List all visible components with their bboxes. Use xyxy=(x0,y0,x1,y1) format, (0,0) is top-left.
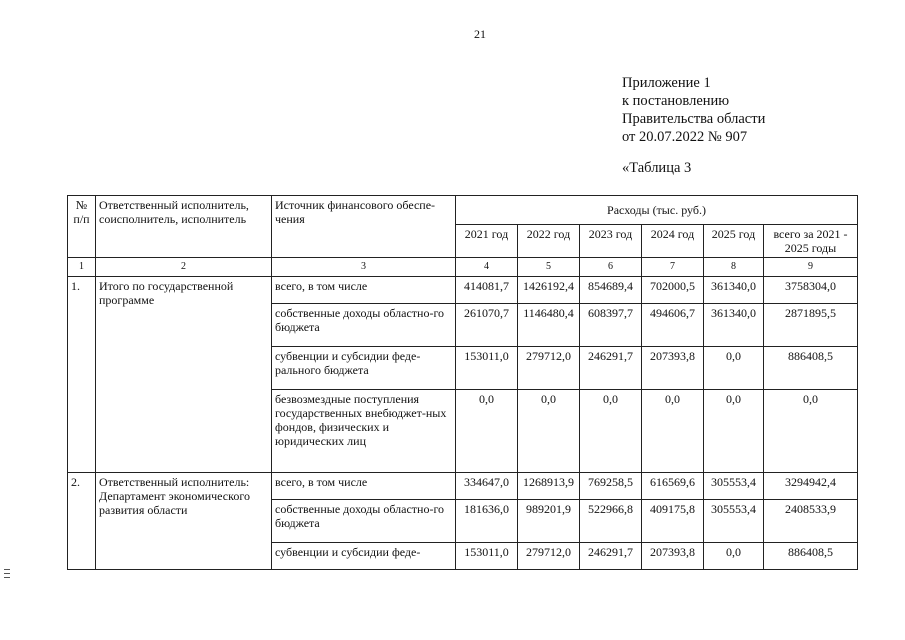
value-cell: 494606,7 xyxy=(642,304,704,347)
value-cell: 1426192,4 xyxy=(518,277,580,304)
value-cell: 702000,5 xyxy=(642,277,704,304)
header-year: 2022 год xyxy=(518,225,580,258)
row-number: 2. xyxy=(68,473,96,570)
table-row xyxy=(68,277,858,304)
value-cell: 0,0 xyxy=(580,390,642,473)
table-label: «Таблица 3 xyxy=(622,160,692,176)
column-index: 2 xyxy=(96,258,272,277)
value-cell: 0,0 xyxy=(704,543,764,570)
source-cell: собственные доходы областно-го бюджета xyxy=(272,304,456,347)
source-cell: безвозмездные поступления государственных внебюджет-ных фондов, физических и юридических лиц xyxy=(272,390,456,473)
appendix-line-1: Приложение 1 xyxy=(622,75,711,91)
column-index-row xyxy=(68,258,858,277)
value-cell: 989201,9 xyxy=(518,500,580,543)
header-year: 2025 год xyxy=(704,225,764,258)
expenses-table xyxy=(67,195,858,570)
source-cell: субвенции и субсидии феде- xyxy=(272,543,456,570)
value-cell: 361340,0 xyxy=(704,304,764,347)
value-cell: 361340,0 xyxy=(704,277,764,304)
total-value-cell: 3294942,4 xyxy=(764,473,858,500)
value-cell: 0,0 xyxy=(704,390,764,473)
value-cell: 0,0 xyxy=(518,390,580,473)
source-cell: всего, в том числе xyxy=(272,473,456,500)
header-expenses: Расходы (тыс. руб.) xyxy=(456,196,858,225)
value-cell: 279712,0 xyxy=(518,347,580,390)
value-cell: 305553,4 xyxy=(704,500,764,543)
executor-cell: Итого по государственной программе xyxy=(96,277,272,473)
value-cell: 153011,0 xyxy=(456,543,518,570)
page-number: 21 xyxy=(474,27,486,41)
source-cell: всего, в том числе xyxy=(272,277,456,304)
column-index: 6 xyxy=(580,258,642,277)
total-value-cell: 886408,5 xyxy=(764,347,858,390)
total-value-cell: 0,0 xyxy=(764,390,858,473)
appendix-line-3: Правительства области xyxy=(622,111,766,127)
header-year-total: всего за 2021 - 2025 годы xyxy=(764,225,858,258)
executor-cell: Ответственный исполнитель: Департамент экономического развития области xyxy=(96,473,272,570)
column-index: 9 xyxy=(764,258,858,277)
column-index: 5 xyxy=(518,258,580,277)
appendix-line-2: к постановлению xyxy=(622,93,730,109)
column-index: 8 xyxy=(704,258,764,277)
value-cell: 616569,6 xyxy=(642,473,704,500)
source-cell: собственные доходы областно-го бюджета xyxy=(272,500,456,543)
value-cell: 409175,8 xyxy=(642,500,704,543)
appendix-line-4: от 20.07.2022 № 907 xyxy=(622,129,748,145)
value-cell: 0,0 xyxy=(456,390,518,473)
header-row xyxy=(68,196,858,225)
column-index: 4 xyxy=(456,258,518,277)
value-cell: 854689,4 xyxy=(580,277,642,304)
header-year: 2021 год xyxy=(456,225,518,258)
value-cell: 1268913,9 xyxy=(518,473,580,500)
value-cell: 181636,0 xyxy=(456,500,518,543)
value-cell: 522966,8 xyxy=(580,500,642,543)
header-num: № п/п xyxy=(68,196,96,258)
value-cell: 261070,7 xyxy=(456,304,518,347)
value-cell: 0,0 xyxy=(704,347,764,390)
value-cell: 769258,5 xyxy=(580,473,642,500)
total-value-cell: 2871895,5 xyxy=(764,304,858,347)
header-source: Источник финансового обеспе-чения xyxy=(272,196,456,258)
header-year: 2023 год xyxy=(580,225,642,258)
value-cell: 279712,0 xyxy=(518,543,580,570)
column-index: 7 xyxy=(642,258,704,277)
margin-mark xyxy=(4,569,10,581)
appendix-block xyxy=(622,74,765,146)
value-cell: 334647,0 xyxy=(456,473,518,500)
value-cell: 246291,7 xyxy=(580,347,642,390)
header-executor: Ответственный исполнитель, соисполнитель, исполнитель xyxy=(96,196,272,258)
total-value-cell: 886408,5 xyxy=(764,543,858,570)
column-index: 3 xyxy=(272,258,456,277)
header-year: 2024 год xyxy=(642,225,704,258)
row-number: 1. xyxy=(68,277,96,473)
value-cell: 305553,4 xyxy=(704,473,764,500)
value-cell: 0,0 xyxy=(642,390,704,473)
value-cell: 1146480,4 xyxy=(518,304,580,347)
table-row xyxy=(68,473,858,500)
total-value-cell: 2408533,9 xyxy=(764,500,858,543)
total-value-cell: 3758304,0 xyxy=(764,277,858,304)
value-cell: 207393,8 xyxy=(642,543,704,570)
source-cell: субвенции и субсидии феде-рального бюджета xyxy=(272,347,456,390)
value-cell: 207393,8 xyxy=(642,347,704,390)
value-cell: 608397,7 xyxy=(580,304,642,347)
value-cell: 414081,7 xyxy=(456,277,518,304)
value-cell: 246291,7 xyxy=(580,543,642,570)
value-cell: 153011,0 xyxy=(456,347,518,390)
column-index: 1 xyxy=(68,258,96,277)
